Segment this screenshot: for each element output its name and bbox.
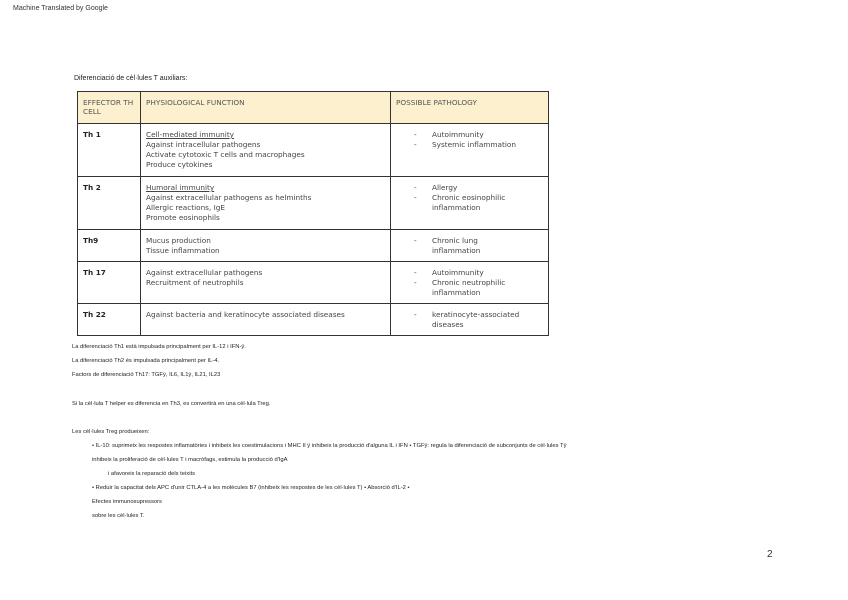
note-treg-conversion: Si la cèl·lula T helper es diferencia en Th3, es convertirà en una cèl·lula Treg. bbox=[72, 401, 271, 407]
effector-cell: Th 1 bbox=[78, 124, 141, 177]
pathology-item: - Chronic neutrophilic bbox=[396, 278, 544, 288]
function-line: Tissue inflammation bbox=[146, 246, 220, 255]
effector-cell: Th 22 bbox=[78, 304, 141, 336]
function-line: Activate cytotoxic T cells and macrophages bbox=[146, 150, 305, 159]
note-tgf-effects: inhibeix la proliferació de cèl·lules T i macròfags, estimula la producció d'IgA bbox=[92, 457, 288, 463]
pathology-item: - Autoimmunity bbox=[396, 268, 544, 278]
pathology-item: - Chronic eosinophilic bbox=[396, 193, 544, 203]
function-line: Recruitment of neutrophils bbox=[146, 278, 244, 287]
table-header-row bbox=[78, 92, 549, 124]
table-row bbox=[78, 230, 549, 262]
pathology-cell bbox=[391, 177, 549, 230]
function-cell bbox=[141, 262, 391, 304]
note-on-t-cells: sobre les cèl·lules T. bbox=[92, 513, 145, 519]
effector-cell: Th 17 bbox=[78, 262, 141, 304]
pathology-item: - Systemic inflammation bbox=[396, 140, 544, 150]
pathology-item: inflammation bbox=[432, 246, 481, 255]
page-number: 2 bbox=[767, 549, 773, 560]
effector-cell: Th 2 bbox=[78, 177, 141, 230]
note-tissue-repair: i afavoreix la reparació dels teixits bbox=[108, 471, 195, 477]
table-row bbox=[78, 262, 549, 304]
function-line: Promote eosinophils bbox=[146, 213, 220, 222]
function-title: Cell-mediated immunity bbox=[146, 130, 235, 139]
function-line: Against extracellular pathogens as helminths bbox=[146, 193, 312, 202]
function-cell bbox=[141, 177, 391, 230]
pathology-item: - Allergy bbox=[396, 183, 544, 193]
table-row bbox=[78, 177, 549, 230]
function-cell bbox=[141, 230, 391, 262]
function-line: Produce cytokines bbox=[146, 160, 213, 169]
function-line: Against intracellular pathogens bbox=[146, 140, 261, 149]
pathology-cell bbox=[391, 124, 549, 177]
note-th2: La diferenciació Th2 és impulsada principalment per IL-4. bbox=[72, 358, 220, 364]
effector-cell: Th9 bbox=[78, 230, 141, 262]
note-ctla4-bullet: • Reduir la capacitat dels APC d'unir CTLA-4 a les molècules B7 (inhibeix les respostes de les cèl·lules T) • Absorció d'IL-2 • bbox=[92, 485, 410, 491]
note-il10-bullet: • IL-10: suprimeix les respostes inflamatòries i inhibeix les coestimulacions i MHC II ÿ inhibeix la producció d'alguna IL i IFN • TGFÿ: regula la diferenciació de subconjunts de cèl·lules Tÿ bbox=[92, 443, 567, 449]
pathology-item: - Autoimmunity bbox=[396, 130, 544, 140]
function-line: Allergic reactions, IgE bbox=[146, 203, 226, 212]
function-line: Against extracellular pathogens bbox=[146, 268, 263, 277]
header-effector: EFFECTOR TH CELL bbox=[78, 92, 141, 124]
note-immunosuppressive: Efectes immunosupressors bbox=[92, 499, 162, 505]
function-cell bbox=[141, 124, 391, 177]
pathology-cell bbox=[391, 304, 549, 336]
function-title: Humoral immunity bbox=[146, 183, 215, 192]
pathology-cell bbox=[391, 230, 549, 262]
note-treg-produce: Les cèl·lules Treg produeixen: bbox=[72, 429, 150, 435]
pathology-item: inflammation bbox=[432, 288, 481, 297]
table-intro: Diferenciació de cèl·lules T auxiliars: bbox=[74, 75, 188, 82]
header-pathology: POSSIBLE PATHOLOGY bbox=[391, 92, 549, 124]
pathology-item: - keratinocyte-associated bbox=[396, 310, 544, 320]
function-line: Mucus production bbox=[146, 236, 211, 245]
header-function: PHYSIOLOGICAL FUNCTION bbox=[141, 92, 391, 124]
note-th1: La diferenciació Th1 està impulsada principalment per IL-12 i IFN-ÿ. bbox=[72, 344, 246, 350]
note-th17: Factors de diferenciació Th17: TGFÿ, IL6, IL1ÿ, IL21, IL23 bbox=[72, 372, 221, 378]
function-line: Against bacteria and keratinocyte associated diseases bbox=[146, 310, 345, 319]
pathology-item: diseases bbox=[432, 320, 464, 329]
table-row bbox=[78, 304, 549, 336]
pathology-cell bbox=[391, 262, 549, 304]
th-differentiation-table bbox=[77, 91, 549, 336]
table-row bbox=[78, 124, 549, 177]
pathology-item: inflammation bbox=[432, 203, 481, 212]
pathology-item: - Chronic lung bbox=[396, 236, 544, 246]
translation-banner: Machine Translated by Google bbox=[13, 5, 108, 12]
function-cell bbox=[141, 304, 391, 336]
